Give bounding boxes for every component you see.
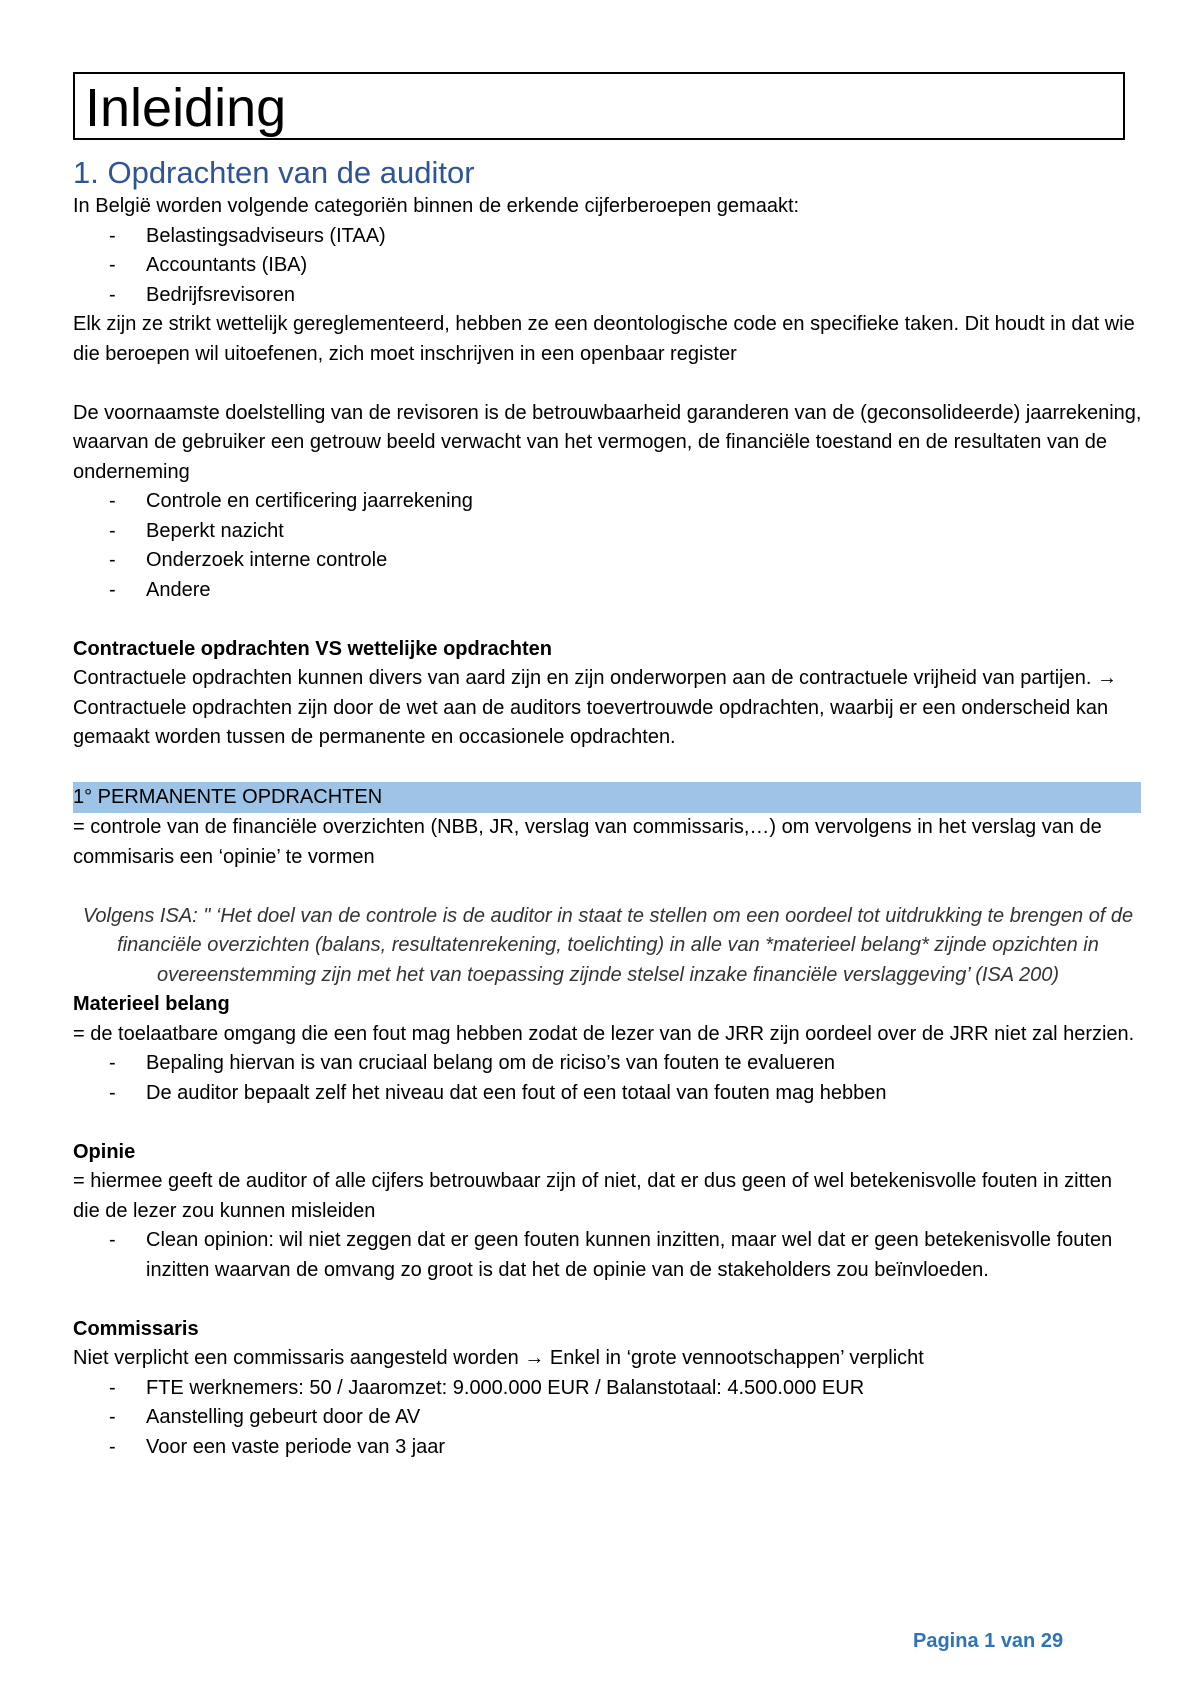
list-item: - Andere — [73, 576, 1143, 606]
paragraph: Niet verplicht een commissaris aangesteld worden → Enkel in ‘grote vennootschappen’ verplicht — [73, 1347, 924, 1369]
list-item: - Accountants (IBA) — [73, 251, 1143, 281]
list-item: - Bedrijfsrevisoren — [73, 281, 1143, 311]
paragraph: = de toelaatbare omgang die een fout mag hebben zodat de lezer van de JRR zijn oordeel over de JRR niet zal herzien. — [73, 1022, 1135, 1045]
paragraph: Elk zijn ze strikt wettelijk gereglementeerd, hebben ze een deontologische code en specifieke taken. Dit houdt in dat wie die beroepen wil uitoefenen, zich moet inschrijven in een openbaar register — [73, 313, 1135, 365]
spacer — [73, 369, 1143, 399]
subheading: Materieel belang — [73, 993, 230, 1015]
list-item: - Aanstelling gebeurt door de AV — [73, 1403, 1143, 1433]
spacer — [73, 1285, 1143, 1315]
spacer — [73, 872, 1143, 902]
materieel-list — [73, 1049, 1143, 1108]
spacer — [73, 605, 1143, 635]
page-number: Pagina 1 van 29 — [913, 1630, 1064, 1652]
spacer — [73, 753, 1143, 783]
list-item: - Controle en certificering jaarrekening — [73, 487, 1143, 517]
paragraph: Contractuele opdrachten kunnen divers van aard zijn en zijn onderworpen aan de contractuele vrijheid van partijen. → Contractuele opdrachten zijn door de wet aan de auditors toevertrouwde opdrachten, waarbij er een onderscheid kan gemaakt worden tussen de permanente en occasionele opdrachten. — [73, 667, 1117, 748]
paragraph: = hiermee geeft de auditor of alle cijfers betrouwbaar zijn of niet, dat er dus geen of wel betekenisvolle fouten in zitten die de lezer zou kunnen misleiden — [73, 1170, 1112, 1222]
list-item: - Clean opinion: wil niet zeggen dat er geen fouten kunnen inzitten, maar wel dat er geen betekenisvolle fouten inzitten waarvan de omvang zo groot is dat het de opinie van de stakeholders zou beïnvloeden. — [73, 1226, 1143, 1285]
categories-list — [73, 222, 1143, 311]
list-item: - Voor een vaste periode van 3 jaar — [73, 1433, 1143, 1463]
document-page — [73, 72, 1143, 1462]
opinie-list — [73, 1226, 1143, 1285]
list-item: - De auditor bepaalt zelf het niveau dat een fout of een totaal van fouten mag hebben — [73, 1079, 1143, 1109]
list-item: - Beperkt nazicht — [73, 517, 1143, 547]
subheading: Commissaris — [73, 1317, 199, 1340]
paragraph: De voornaamste doelstelling van de revisoren is de betrouwbaarheid garanderen van de (geconsolideerde) jaarrekening, waarvan de gebruiker een getrouw beeld verwacht van het vermogen, de financiële toestand en de resultaten van de onderneming — [73, 401, 1142, 483]
section-heading: 1. Opdrachten van de auditor — [73, 155, 475, 190]
list-item: - Onderzoek interne controle — [73, 546, 1143, 576]
commissaris-list — [73, 1374, 1143, 1463]
list-item: - Belastingsadviseurs (ITAA) — [73, 222, 1143, 252]
spacer — [73, 1108, 1143, 1138]
tasks-list — [73, 487, 1143, 605]
isa-quote: Volgens ISA: " ‘Het doel van de controle is de auditor in staat te stellen om een oordeel tot uitdrukking te brengen of de financiële overzichten (balans, resultatenrekening, toelichting) in alle van *materieel belang* zijnde opzichten in overeenstemming zijn met het van toepassing zijnde stelsel inzake financiële verslaggeving’ (ISA 200) — [82, 904, 1134, 986]
subheading: Opinie — [73, 1140, 136, 1163]
page-title: Inleiding — [73, 72, 1125, 140]
paragraph: = controle van de financiële overzichten (NBB, JR, verslag van commissaris,…) om vervolgens in het verslag van de commisaris een ‘opinie’ te vormen — [73, 816, 1102, 868]
list-item: - FTE werknemers: 50 / Jaaromzet: 9.000.000 EUR / Balanstotaal: 4.500.000 EUR — [73, 1374, 1143, 1404]
subheading: Contractuele opdrachten VS wettelijke opdrachten — [73, 637, 552, 660]
highlighted-heading: 1° PERMANENTE OPDRACHTEN — [73, 782, 1141, 813]
list-item: - Bepaling hiervan is van cruciaal belang om de riciso’s van fouten te evalueren — [73, 1049, 1143, 1079]
intro-text: In België worden volgende categoriën binnen de erkende cijferberoepen gemaakt: — [73, 195, 800, 217]
